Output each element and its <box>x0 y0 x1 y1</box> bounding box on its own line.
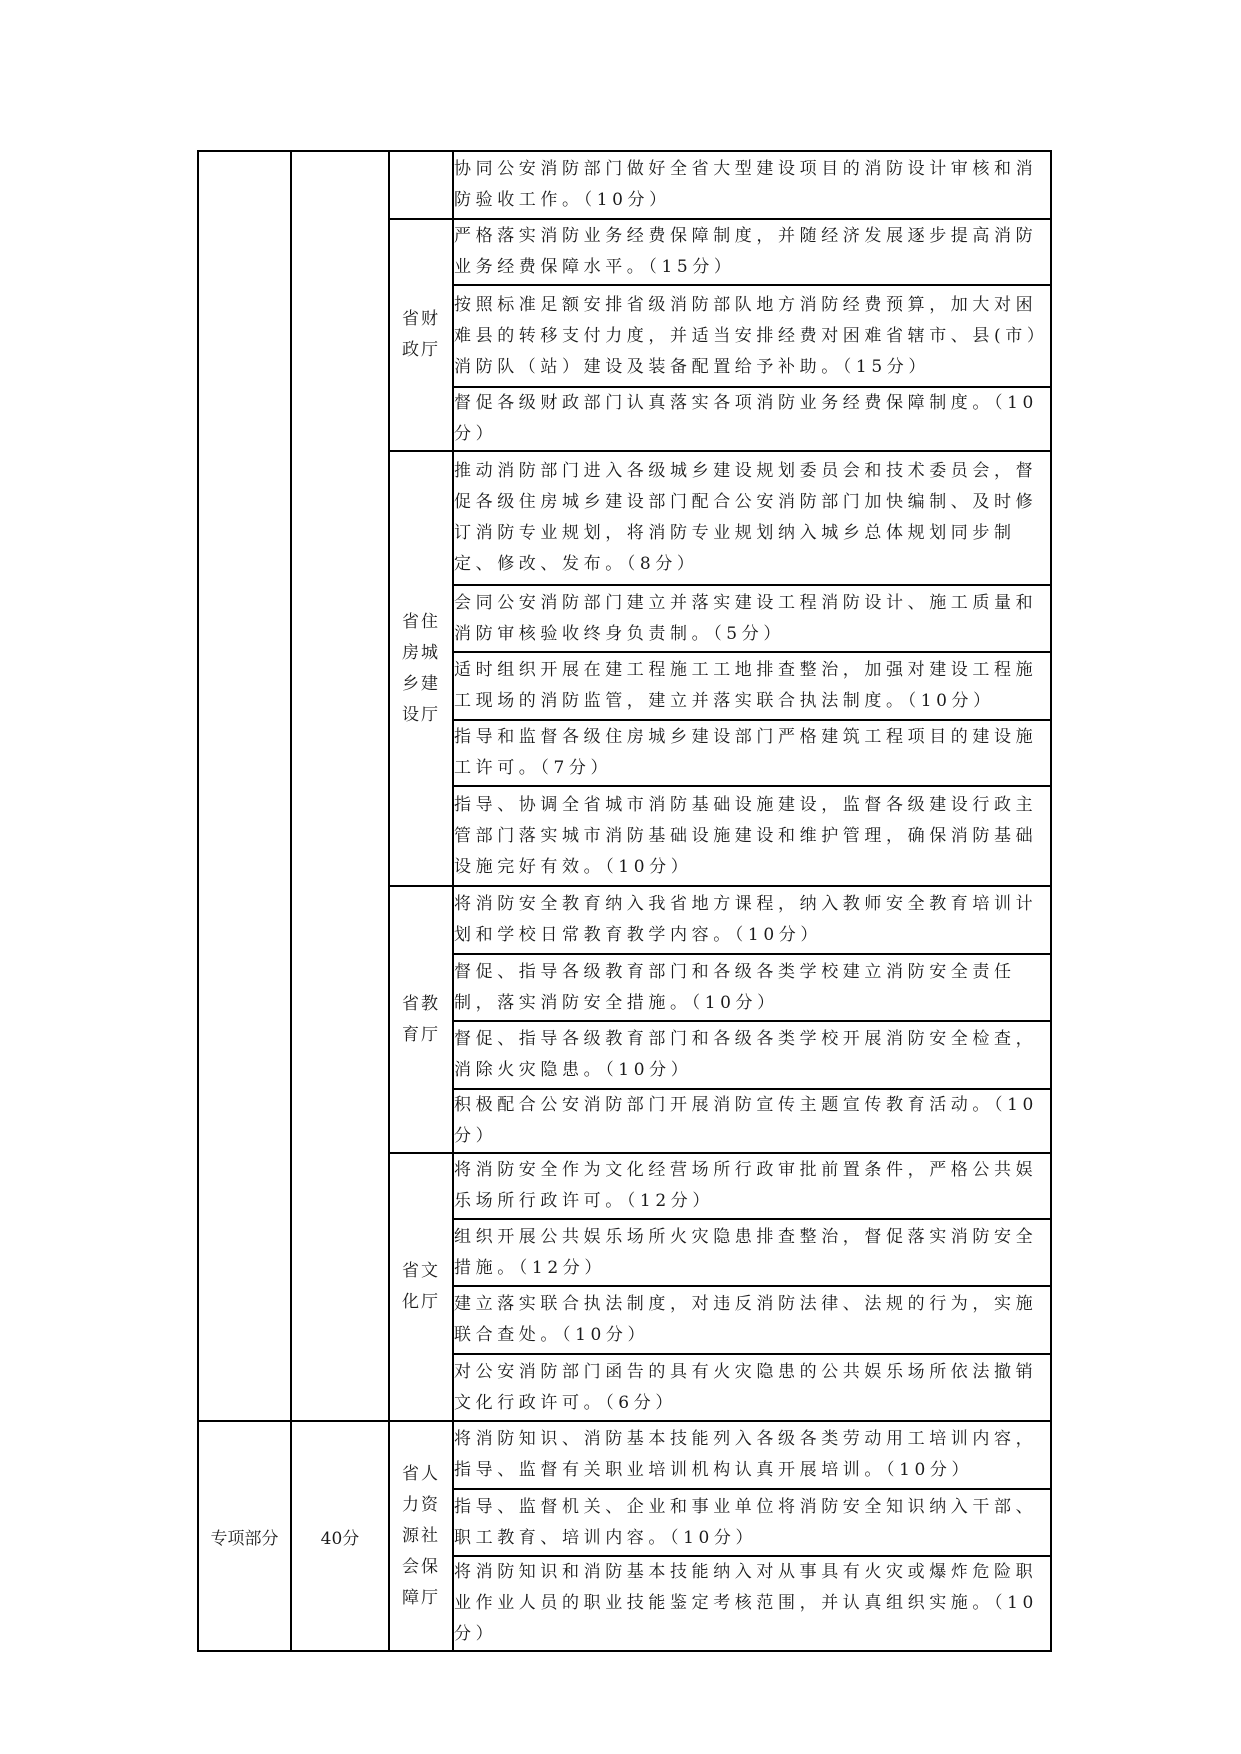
item-cell: 协同公安消防部门做好全省大型建设项目的消防设计审核和消防验收工作。（10分） <box>453 151 1051 219</box>
item-cell: 按照标准足额安排省级消防部队地方消防经费预算，加大对困难县的转移支付力度，并适当安排经费对困难省辖市、县(市）消防队（站）建设及装备配置给予补助。（15分） <box>453 285 1051 387</box>
item-cell: 指导和监督各级住房城乡建设部门严格建筑工程项目的建设施工许可。（7分） <box>453 720 1051 786</box>
item-cell: 将消防安全作为文化经营场所行政审批前置条件，严格公共娱乐场所行政许可。（12分） <box>453 1153 1051 1219</box>
part-cell <box>198 151 291 1421</box>
department-cell <box>389 151 453 219</box>
department-cell-housing: 省住房城乡建设厅 <box>389 451 453 886</box>
item-cell: 将消防知识、消防基本技能列入各级各类劳动用工培训内容，指导、监督有关职业培训机构认真开展培训。（10分） <box>453 1421 1051 1489</box>
item-cell: 组织开展公共娱乐场所火灾隐患排查整治，督促落实消防安全措施。（12分） <box>453 1219 1051 1286</box>
score-cell <box>291 151 389 1421</box>
part-cell-special: 专项部分 <box>198 1421 291 1651</box>
item-cell: 适时组织开展在建工程施工工地排查整治，加强对建设工程施工现场的消防监管，建立并落实联合执法制度。（10分） <box>453 652 1051 720</box>
table-row <box>198 151 1051 219</box>
department-cell-hr: 省人力资源社会保障厅 <box>389 1421 453 1651</box>
item-cell: 将消防安全教育纳入我省地方课程，纳入教师安全教育培训计划和学校日常教育教学内容。（10分） <box>453 886 1051 954</box>
item-cell: 建立落实联合执法制度，对违反消防法律、法规的行为，实施联合查处。（10分） <box>453 1286 1051 1354</box>
item-cell: 对公安消防部门函告的具有火灾隐患的公共娱乐场所依法撤销文化行政许可。（6分） <box>453 1354 1051 1421</box>
item-cell: 督促各级财政部门认真落实各项消防业务经费保障制度。（10分） <box>453 387 1051 451</box>
item-cell: 积极配合公安消防部门开展消防宣传主题宣传教育活动。（10分） <box>453 1089 1051 1153</box>
item-cell: 严格落实消防业务经费保障制度，并随经济发展逐步提高消防业务经费保障水平。（15分） <box>453 219 1051 285</box>
item-cell: 推动消防部门进入各级城乡建设规划委员会和技术委员会，督促各级住房城乡建设部门配合公安消防部门加快编制、及时修订消防专业规划，将消防专业规划纳入城乡总体规划同步制定、修改、发布。（8分） <box>453 451 1051 585</box>
assessment-table <box>197 150 1052 1652</box>
score-cell-special: 40分 <box>291 1421 389 1651</box>
item-cell: 将消防知识和消防基本技能纳入对从事具有火灾或爆炸危险职业作业人员的职业技能鉴定考核范围，并认真组织实施。（10分） <box>453 1556 1051 1651</box>
department-cell-finance: 省财政厅 <box>389 219 453 451</box>
item-cell: 会同公安消防部门建立并落实建设工程消防设计、施工质量和消防审核验收终身负责制。（5分） <box>453 585 1051 652</box>
item-cell: 指导、协调全省城市消防基础设施建设，监督各级建设行政主管部门落实城市消防基础设施建设和维护管理，确保消防基础设施完好有效。（10分） <box>453 786 1051 886</box>
department-cell-education: 省教育厅 <box>389 886 453 1153</box>
item-cell: 督促、指导各级教育部门和各级各类学校开展消防安全检查，消除火灾隐患。（10分） <box>453 1021 1051 1089</box>
department-cell-culture: 省文化厅 <box>389 1153 453 1421</box>
item-cell: 指导、监督机关、企业和事业单位将消防安全知识纳入干部、职工教育、培训内容。（10分） <box>453 1489 1051 1556</box>
table-row <box>198 1421 1051 1489</box>
item-cell: 督促、指导各级教育部门和各级各类学校建立消防安全责任制，落实消防安全措施。（10分） <box>453 954 1051 1021</box>
